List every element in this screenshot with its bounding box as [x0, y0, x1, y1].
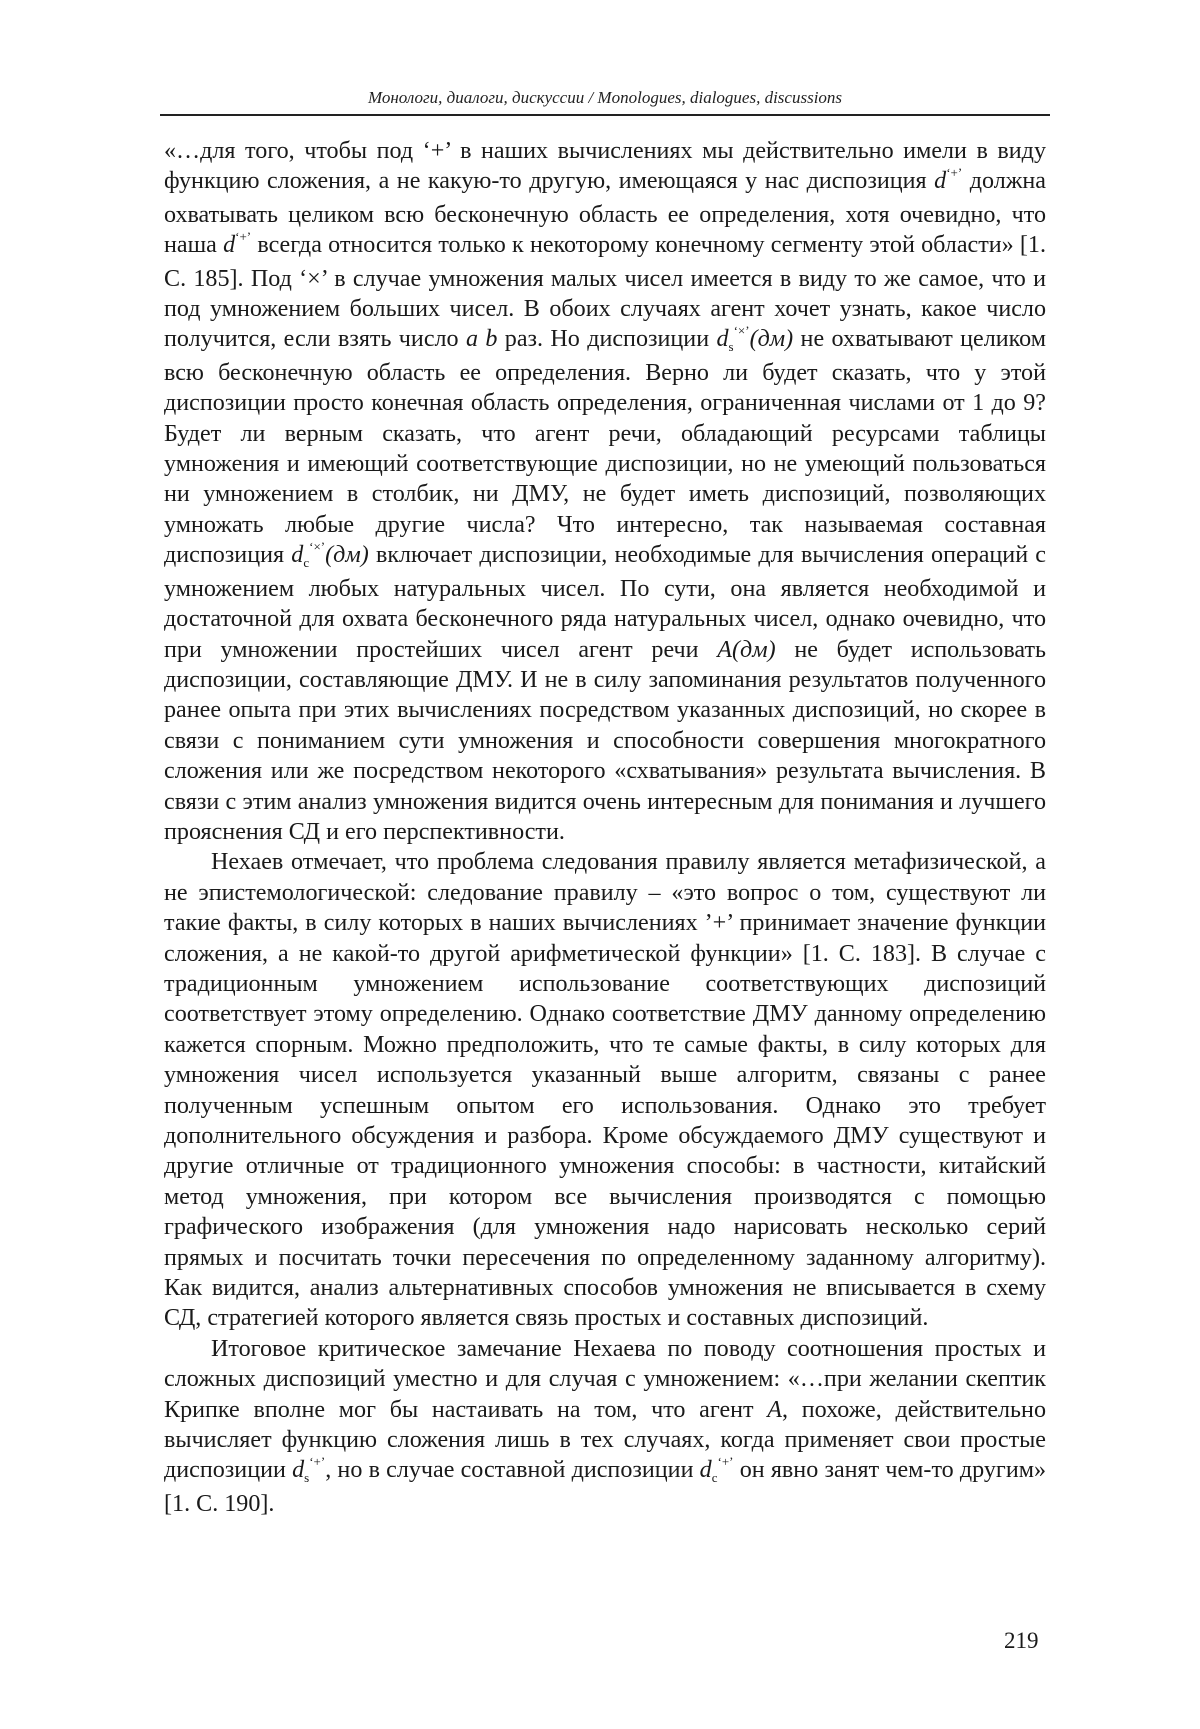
text-segment: должна охватывать целиком всю бесконечную область ее определения, хотя очевидно, что наша: [164, 168, 1046, 259]
math-A: A: [717, 636, 732, 663]
paragraph-1: [164, 136, 1046, 847]
article-body: [164, 136, 1046, 1519]
math-b: b: [485, 326, 498, 353]
text-segment: включает диспозиции, необходимые для вычисления операций с умножением любых натуральных чисел. По сути, она является необходимой и достаточной для охвата бесконечного ряда натуральных чисел, однако очевидно, что при умножении простейших чисел агент речи: [164, 542, 1046, 663]
math-dm: (дм): [325, 542, 369, 569]
text-segment: всегда относится только к некоторому конечному сегменту этой области» [1. С. 185]. Под ‘×’ в случае умножения малых чисел имеется в виду то же самое, что и под умножением больших чисел. В обоих случаях агент хочет узнать, какое число получится, если взять число: [164, 232, 1046, 353]
math-a: a: [465, 326, 478, 353]
text-segment: он явно занят чем-то другим» [1. С. 190].: [164, 1457, 1047, 1517]
math-d: d: [291, 542, 304, 569]
math-d: d: [223, 232, 236, 259]
math-sub-s: s: [304, 1470, 310, 1486]
text-segment: , похоже, действительно вычисляет функцию сложения лишь в тех случаях, когда применяет свои простые диспозиции: [164, 1396, 1046, 1484]
page-number: 219: [1004, 1628, 1039, 1653]
math-d: d: [934, 168, 947, 195]
math-dm: (дм): [732, 636, 776, 663]
math-sup-times: ‘×’: [733, 323, 750, 339]
math-d: d: [292, 1457, 305, 1484]
math-sup-plus: ‘+’: [946, 165, 963, 181]
text-segment: раз. Но диспозиции: [497, 326, 717, 353]
text-segment: , но в случае составной диспозиции: [325, 1457, 700, 1484]
math-dm: (дм): [749, 326, 794, 353]
paragraph-2: Нехаев отмечает, что проблема следования правилу является метафизической, а не эпистемологической: следование правилу – «это вопрос о том, существуют ли такие факты, в силу которых в наших вычислениях ’+’ принимает значение функции сложения, а не какой-то другой арифметической функции» [1. С. 183]. В случае с традиционным умножением использование соответствующих диспозиций соответствует этому определению. Однако соответствие ДМУ данному определению кажется спорным. Можно предположить, что те самые факты, в силу которых для умножения чисел используется указанный выше алгоритм, связаны с ранее полученным успешным опытом его использования. Однако это требует дополнительного обсуждения и разбора. Кроме обсуждаемого ДМУ существуют и другие отличные от традиционного умножения способы: в частности, китайский метод умножения, при котором все вычисления производятся с помощью графического изображения (для умножения надо нарисовать несколько серий прямых и посчитать точки пересечения по определенному заданному алгоритму). Как видится, анализ альтернативных способов умножения не вписывается в схему СД, стратегией которого является связь простых и составных диспозиций.: [164, 849, 1046, 1332]
math-sub-c: c: [303, 555, 310, 571]
header-rule: [160, 114, 1050, 116]
math-d: d: [716, 326, 729, 353]
text-segment: «…для того, чтобы под ‘+’ в наших вычислениях мы действительно имели в виду функцию сложения, а не какую-то другую, имеющаяся у нас диспозиция: [164, 138, 1046, 195]
text-segment: не охватывают целиком всю бесконечную область ее определения. Верно ли будет сказать, что у этой диспозиции просто конечная область определения, ограниченная числами от 1 до 9? Будет ли верным сказать, что агент речи, обладающий ресурсами таблицы умножения и имеющий соответствующие диспозиции, но не умеющий пользоваться ни умножением в столбик, ни ДМУ, не будет иметь диспозиций, позволяющих умножать любые другие числа? Что интересно, так называемая составная диспозиция: [164, 326, 1046, 569]
math-sup-times: ‘×’: [309, 539, 326, 555]
math-sup-plus: ‘+’: [309, 1454, 326, 1470]
running-header: Монологи, диалоги, дискуссии / Monologues, dialogues, discussions: [367, 88, 843, 107]
math-sup-plus: ‘+’: [235, 229, 252, 245]
math-sub-c: c: [711, 1470, 718, 1486]
text-segment: Итоговое критическое замечание Нехаева по поводу соотношения простых и сложных диспозиций уместно и для случая с умножением: «…при желании скептик Крипке вполне мог бы настаивать на том, что агент: [164, 1335, 1046, 1423]
math-A: A: [767, 1396, 783, 1423]
math-d: d: [699, 1457, 712, 1484]
math-sup-plus: ‘+’: [717, 1454, 734, 1470]
math-sub-s: s: [728, 339, 734, 355]
paragraph-3: [164, 1334, 1046, 1519]
text-segment: не будет использовать диспозиции, составляющие ДМУ. И не в силу запоминания результатов полученного ранее опыта при этих вычислениях посредством указанных диспозиций, но скорее в связи с пониманием сути умножения и способности совершения многократного сложения или же посредством некоторого «схватывания» результата вычисления. В связи с этим анализ умножения видится очень интересным для понимания и лучшего прояснения СД и его перспективности.: [164, 636, 1046, 845]
